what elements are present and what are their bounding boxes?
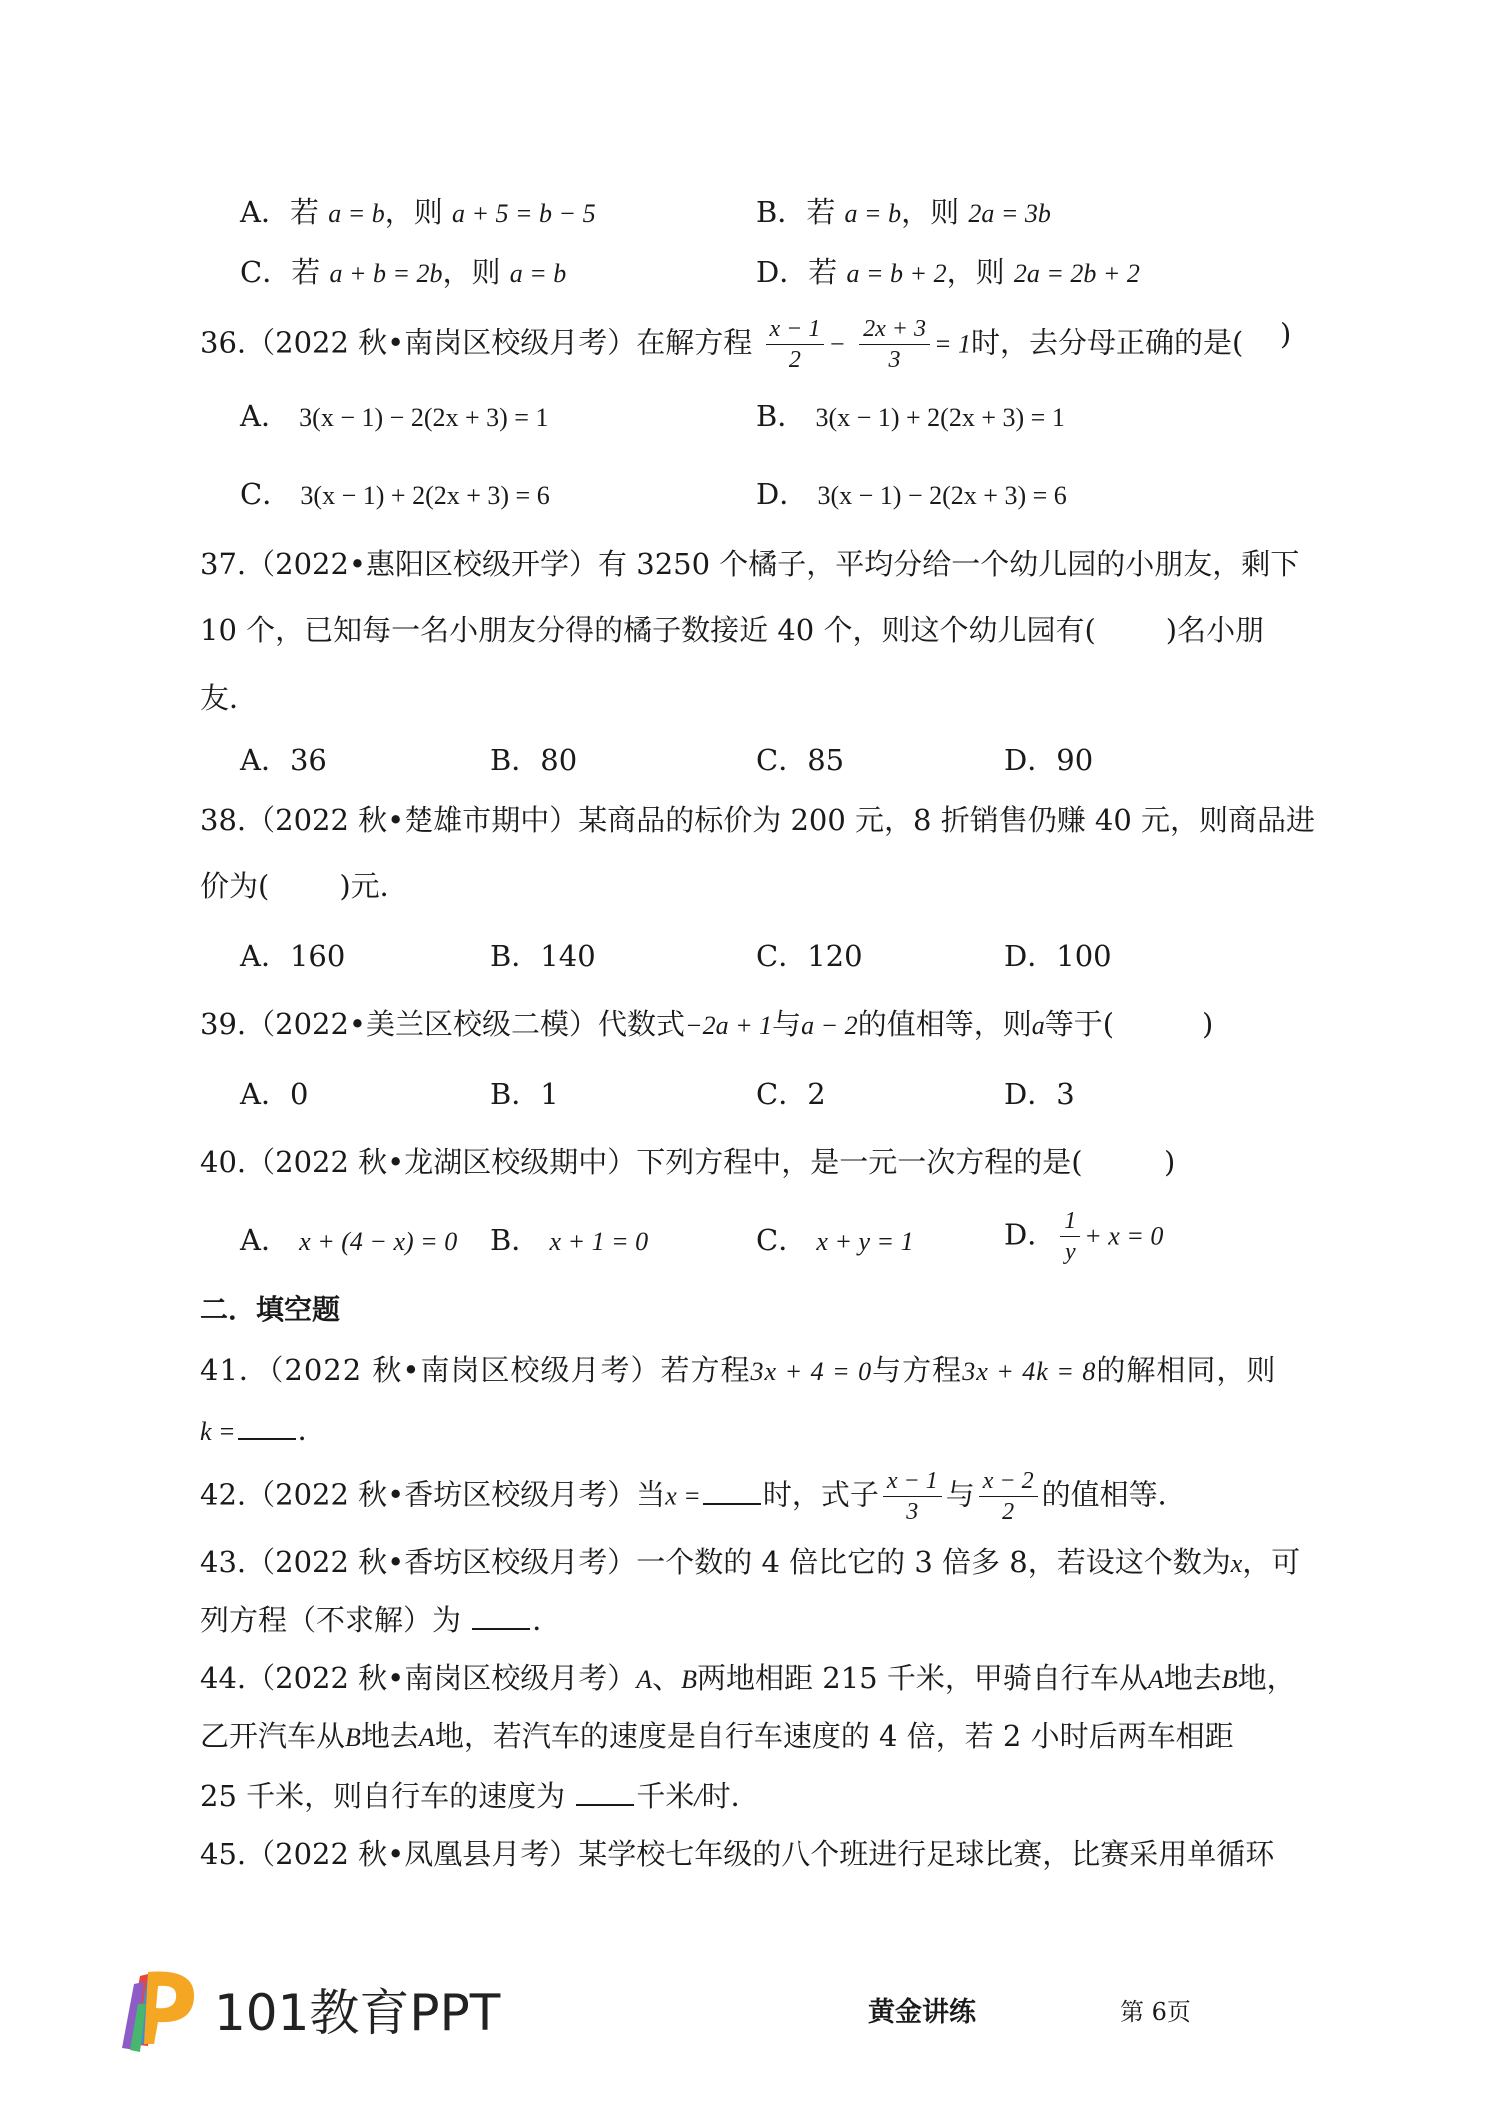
q35-option-b[interactable]: B．若 a = b，则 2a = 3b [756, 195, 1051, 229]
q37-line-1: 37.（2022•惠阳区校级开学）有 3250 个橘子，平均分给一个幼儿园的小朋友，剩下 [200, 547, 1300, 581]
q41-answer-blank[interactable] [238, 1412, 296, 1440]
q37-option-d[interactable]: D．90 [1004, 743, 1094, 777]
q41-answer-line: k = ． [200, 1413, 327, 1447]
q43-line-1: 43.（2022 秋•香坊区校级月考）一个数的 4 倍比它的 3 倍多 8，若设这个数为x，可 [200, 1545, 1301, 1579]
brand-logo-icon [118, 1964, 200, 2054]
q44-line-1: 44.（2022 秋•南岗区校级月考）A、B两地相距 215 千米，甲骑自行车从A地去B地， [200, 1661, 1296, 1695]
q42-answer-blank[interactable] [703, 1477, 761, 1505]
section-heading-fill-in: 二．填空题 [200, 1293, 341, 1326]
q38-line-1: 38.（2022 秋•楚雄市期中）某商品的标价为 200 元，8 折销售仍赚 40 元，则商品进 [200, 803, 1316, 837]
q35-option-a[interactable]: A．若 a = b，则 a + 5 = b − 5 [240, 195, 596, 229]
q39-option-a[interactable]: A．0 [240, 1077, 309, 1111]
q44-answer-blank[interactable] [576, 1778, 634, 1806]
q38-option-d[interactable]: D．100 [1004, 939, 1112, 973]
q39-option-d[interactable]: D．3 [1004, 1077, 1075, 1111]
q44-line-3: 25 千米，则自行车的速度为 千米/时． [200, 1779, 760, 1813]
q37-option-b[interactable]: B．80 [490, 743, 578, 777]
q45-line-1: 45.（2022 秋•凤凰县月考）某学校七年级的八个班进行足球比赛，比赛采用单循环 [200, 1837, 1275, 1871]
q42-fraction-1: $\frac{x - 1}{3}$ [883, 1466, 942, 1527]
q37-line-2: 10 个，已知每一名小朋友分得的橘子数接近 40 个，则这个幼儿园有( )名小朋 [200, 613, 1265, 647]
q39-option-b[interactable]: B．1 [490, 1077, 559, 1111]
q38-option-b[interactable]: B．140 [490, 939, 596, 973]
q38-option-a[interactable]: A．160 [240, 939, 346, 973]
q41-stem: 41．（2022 秋•南岗区校级月考）若方程3x + 4 = 0与方程3x + 4k = 8的解相同，则 [200, 1353, 1277, 1387]
q43-line-2: 列方程（不求解）为 ． [200, 1603, 562, 1637]
footer-series-title: 黄金讲练 [868, 1997, 976, 2028]
q40-option-b[interactable]: B． x + 1 = 0 [490, 1223, 649, 1257]
q36-option-b[interactable]: B． 3(x − 1) + 2(2x + 3) = 1 [756, 399, 1065, 433]
q35-option-c[interactable]: C．若 a + b = 2b，则 a = b [240, 255, 567, 289]
q37-option-c[interactable]: C．85 [756, 743, 845, 777]
q36-option-c[interactable]: C． 3(x − 1) + 2(2x + 3) = 6 [240, 477, 550, 511]
q36-fraction-2: $\frac{2x + 3}{3}$ [859, 314, 930, 375]
q40-option-c[interactable]: C． x + y = 1 [756, 1223, 914, 1257]
q40-answer-paren[interactable]: ) [1164, 1145, 1176, 1179]
q40-option-d[interactable]: D． $\frac{1}{y}$ + x = 0 [1004, 1208, 1164, 1265]
q43-answer-blank[interactable] [472, 1602, 530, 1630]
q38-line-2: 价为( )元． [200, 869, 409, 903]
footer-brand [118, 1964, 500, 2054]
q39-answer-paren[interactable]: ) [1202, 1007, 1214, 1041]
q38-option-c[interactable]: C．120 [756, 939, 863, 973]
page-number: 第 6页 [1120, 1998, 1191, 2026]
q36-answer-paren[interactable]: ) [1280, 317, 1292, 351]
q42-stem: 42.（2022 秋•香坊区校级月考）当x = 时，式子 $\frac{x - 1}{3}$ 与 $\frac{x - 2}{2}$ 的值相等． [200, 1468, 1187, 1525]
q40-option-a[interactable]: A． x + (4 − x) = 0 [240, 1223, 458, 1257]
q35-option-d[interactable]: D．若 a = b + 2，则 2a = 2b + 2 [756, 255, 1140, 289]
q36-option-d[interactable]: D． 3(x − 1) − 2(2x + 3) = 6 [756, 477, 1067, 511]
q39-option-c[interactable]: C．2 [756, 1077, 826, 1111]
q37-line-3: 友． [200, 681, 259, 715]
q40-d-fraction: $\frac{1}{y}$ [1060, 1206, 1080, 1267]
q44-line-2: 乙开汽车从B地去A地，若汽车的速度是自行车速度的 4 倍，若 2 小时后两车相距 [200, 1719, 1234, 1753]
q40-stem: 40.（2022 秋•龙湖区校级期中）下列方程中，是一元一次方程的是( [200, 1145, 1083, 1179]
brand-name: 101教育PPT [214, 1984, 501, 2042]
q36-option-a[interactable]: A． 3(x − 1) − 2(2x + 3) = 1 [240, 399, 549, 433]
q42-fraction-2: $\frac{x - 2}{2}$ [979, 1466, 1038, 1527]
q39-stem: 39.（2022•美兰区校级二模）代数式−2a + 1与a − 2的值相等，则a等于( [200, 1007, 1115, 1041]
q36-stem: 36.（2022 秋•南岗区校级月考）在解方程 $\frac{x - 1}{2}$ − $\frac{2x + 3}{3}$ = 1时，去分母正确的是( [200, 316, 1244, 373]
q36-fraction-1: $\frac{x - 1}{2}$ [766, 314, 825, 375]
q37-option-a[interactable]: A．36 [240, 743, 327, 777]
